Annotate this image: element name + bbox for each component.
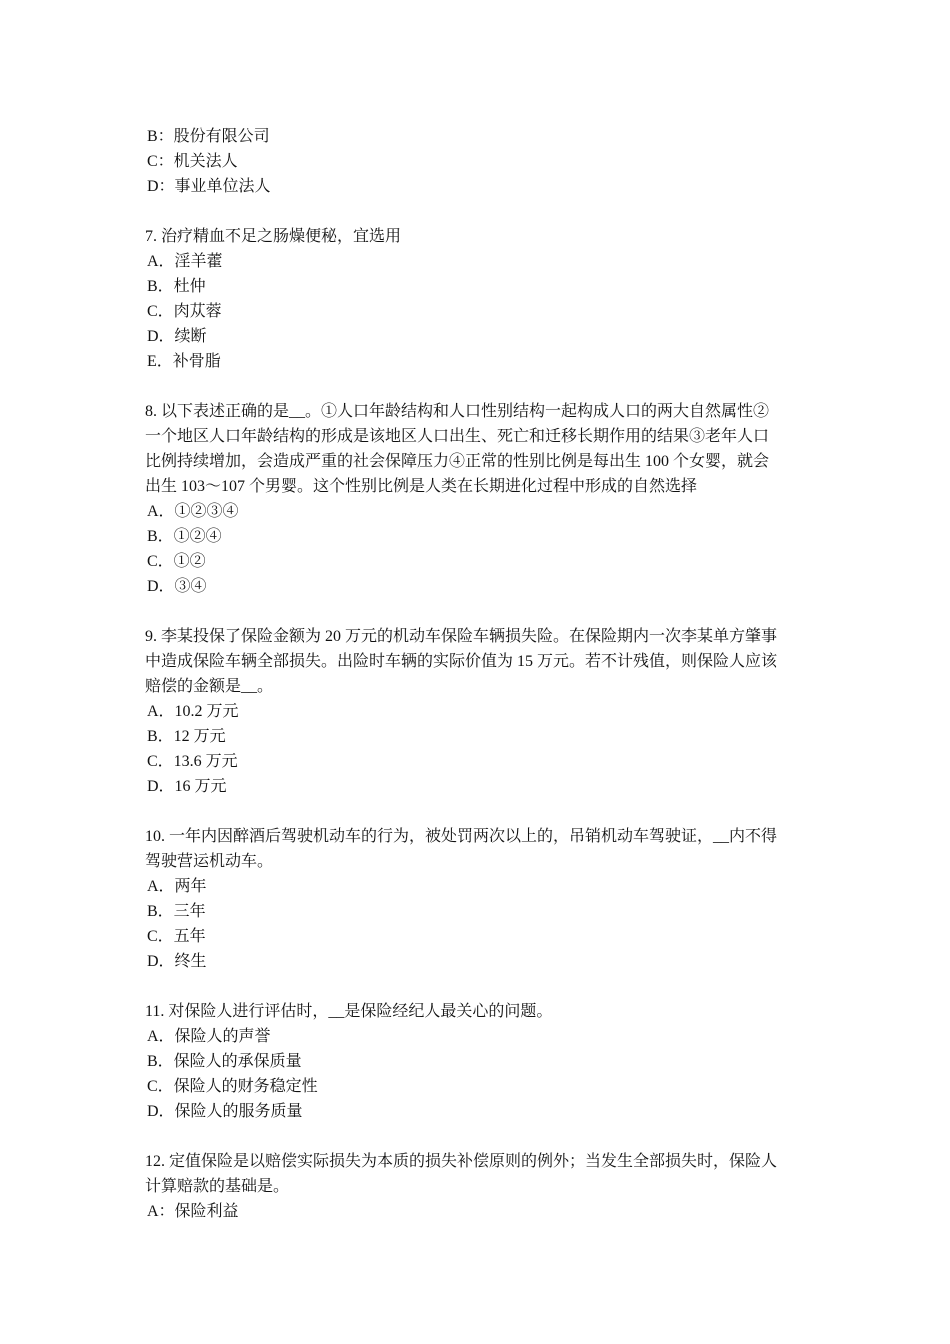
option-e: E．补骨脂 bbox=[147, 353, 221, 370]
question-text-line-1: 9. 李某投保了保险金额为 20 万元的机动车保险车辆损失险。在保险期内一次李某单方肇事 bbox=[145, 628, 778, 645]
question-8 bbox=[145, 399, 810, 599]
option-b: B．①②④ bbox=[147, 528, 222, 545]
spacer bbox=[145, 1124, 810, 1149]
option-a: A．淫羊藿 bbox=[147, 253, 223, 270]
option-c: C．五年 bbox=[147, 928, 206, 945]
spacer bbox=[145, 599, 810, 624]
question-9 bbox=[145, 624, 810, 799]
option-b: B．12 万元 bbox=[147, 728, 226, 745]
question-text-line-1: 10. 一年内因醉酒后驾驶机动车的行为，被处罚两次以上的，吊销机动车驾驶证，__内不得 bbox=[145, 828, 778, 845]
question-text: 7. 治疗精血不足之肠燥便秘，宜选用 bbox=[145, 228, 402, 245]
option-a: A．两年 bbox=[147, 878, 207, 895]
option-b: B．保险人的承保质量 bbox=[147, 1053, 302, 1070]
document-content bbox=[145, 124, 810, 1224]
question-text-line-1: 8. 以下表述正确的是__。①人口年龄结构和人口性别结构一起构成人口的两大自然属性② bbox=[145, 403, 770, 420]
question-6-options bbox=[145, 124, 810, 199]
question-text-line-4: 出生 103～107 个男婴。这个性别比例是人类在长期进化过程中形成的自然选择 bbox=[145, 478, 698, 495]
spacer bbox=[145, 374, 810, 399]
option-d: D．保险人的服务质量 bbox=[147, 1103, 303, 1120]
question-text-line-2: 驾驶营运机动车。 bbox=[145, 853, 274, 870]
option-b: B．杜仲 bbox=[147, 278, 206, 295]
spacer bbox=[145, 799, 810, 824]
question-7 bbox=[145, 224, 810, 374]
question-text-line-1: 12. 定值保险是以赔偿实际损失为本质的损失补偿原则的例外；当发生全部损失时，保险人 bbox=[145, 1153, 778, 1170]
option-c: C．肉苁蓉 bbox=[147, 303, 222, 320]
question-12 bbox=[145, 1149, 810, 1224]
option-c: C．13.6 万元 bbox=[147, 753, 238, 770]
option-c: C．①② bbox=[147, 553, 206, 570]
question-text-line-3: 赔偿的金额是__。 bbox=[145, 678, 274, 695]
question-text-line-2: 一个地区人口年龄结构的形成是该地区人口出生、死亡和迁移长期作用的结果③老年人口 bbox=[145, 428, 770, 445]
spacer bbox=[145, 199, 810, 224]
question-text-line-2: 中造成保险车辆全部损失。出险时车辆的实际价值为 15 万元。若不计残值，则保险人应该 bbox=[145, 653, 778, 670]
question-11 bbox=[145, 999, 810, 1124]
question-text: 11. 对保险人进行评估时，__是保险经纪人最关心的问题。 bbox=[145, 1003, 553, 1020]
option-b: B：股份有限公司 bbox=[147, 128, 270, 145]
option-d: D．终生 bbox=[147, 953, 207, 970]
option-b: B．三年 bbox=[147, 903, 206, 920]
option-d: D．③④ bbox=[147, 578, 207, 595]
option-a: A：保险利益 bbox=[147, 1203, 239, 1220]
spacer bbox=[145, 974, 810, 999]
question-text-line-2: 计算赔款的基础是。 bbox=[145, 1178, 290, 1195]
question-10 bbox=[145, 824, 810, 974]
option-d: D．16 万元 bbox=[147, 778, 227, 795]
option-a: A．10.2 万元 bbox=[147, 703, 239, 720]
question-text-line-3: 比例持续增加，会造成严重的社会保障压力④正常的性别比例是每出生 100 个女婴，就会 bbox=[145, 453, 770, 470]
option-d: D．续断 bbox=[147, 328, 207, 345]
option-c: C：机关法人 bbox=[147, 153, 238, 170]
option-a: A．①②③④ bbox=[147, 503, 239, 520]
option-c: C．保险人的财务稳定性 bbox=[147, 1078, 318, 1095]
option-a: A．保险人的声誉 bbox=[147, 1028, 271, 1045]
option-d: D：事业单位法人 bbox=[147, 178, 271, 195]
